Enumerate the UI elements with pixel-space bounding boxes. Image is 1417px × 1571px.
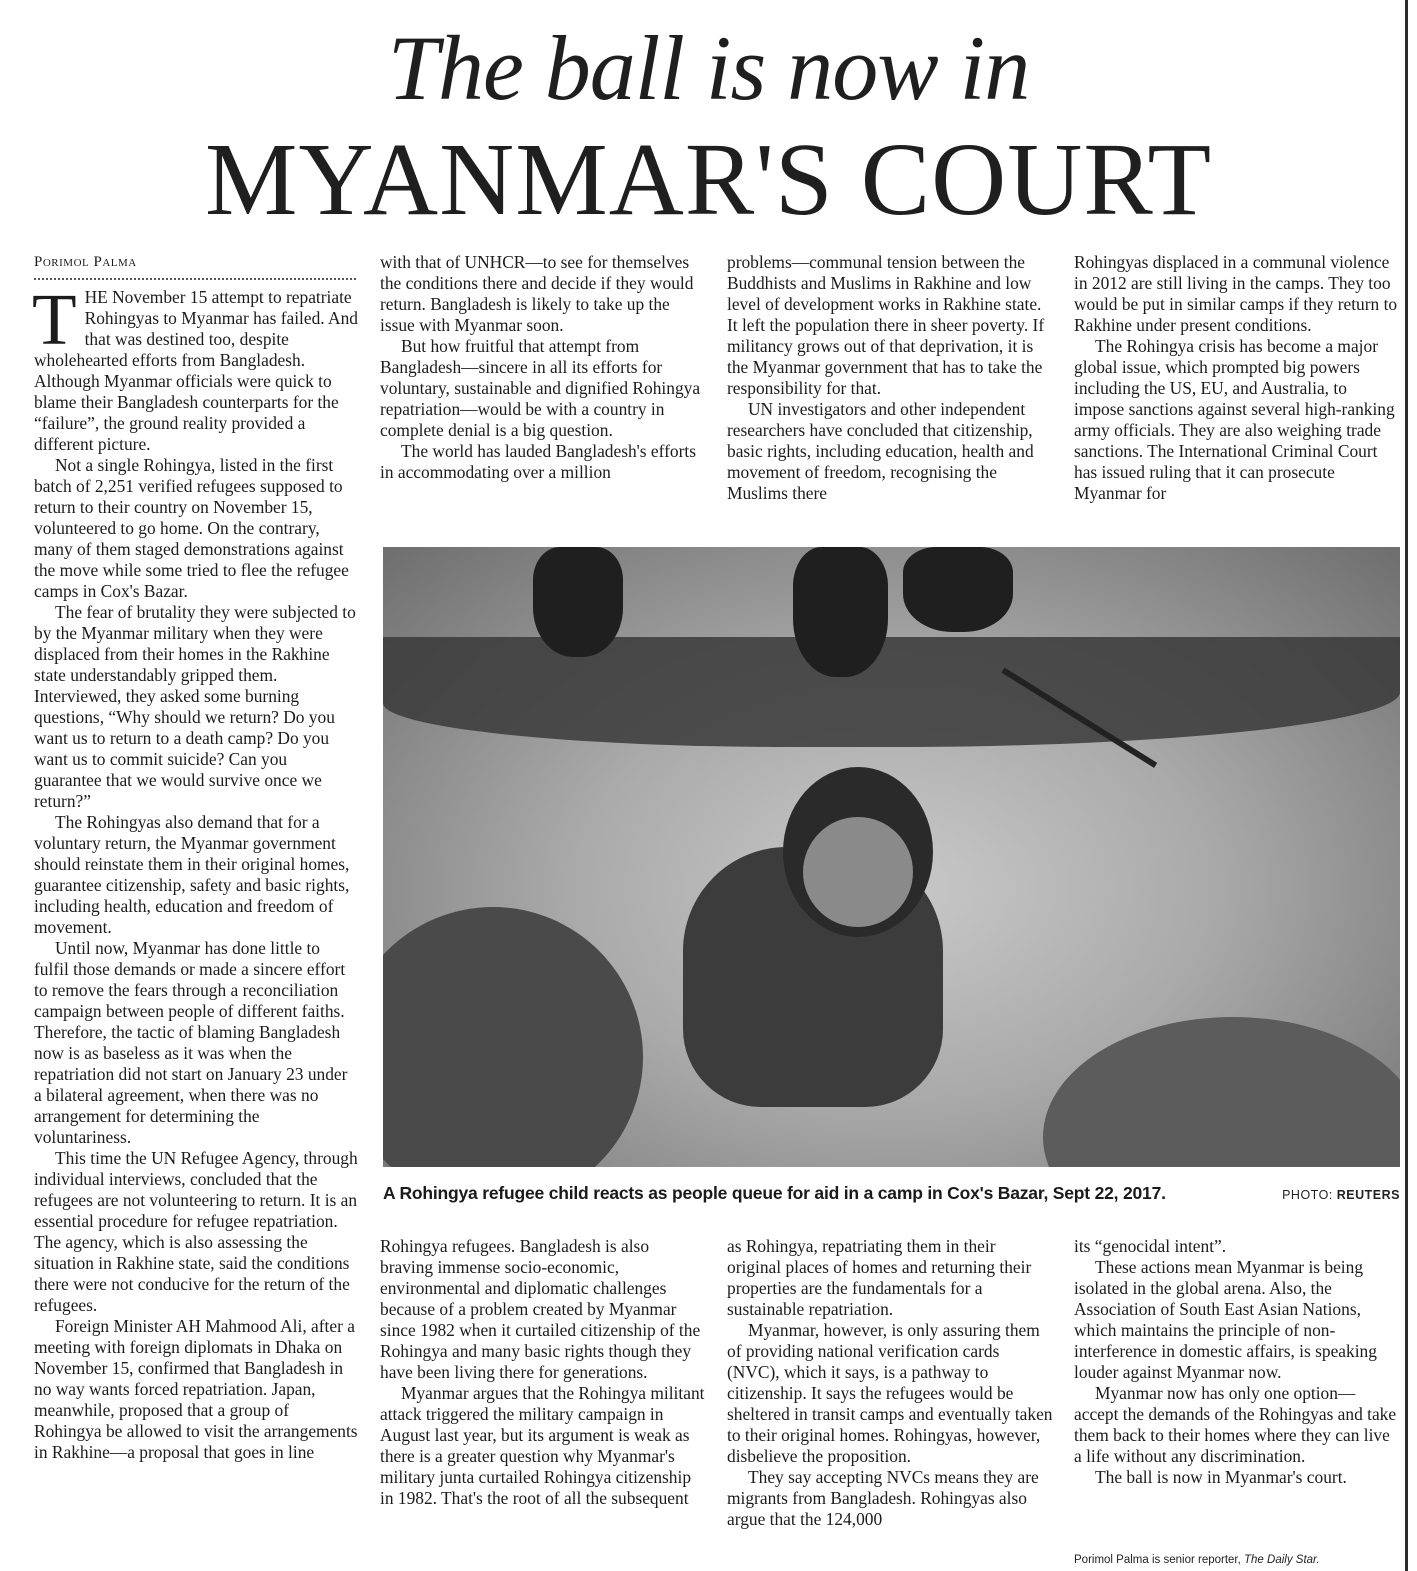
column-4-bottom — [1074, 1236, 1398, 1488]
column-3-bottom — [727, 1236, 1053, 1530]
paragraph: The ball is now in Myanmar's court. — [1095, 1467, 1347, 1487]
photo-boot — [903, 547, 1013, 632]
paragraph: These actions mean Myanmar is being isolated in the global arena. Also, the Association of South East Asian Nations, which maintains the principle of non-interference in domestic affairs, is speaking louder against Myanmar now. — [1074, 1257, 1377, 1382]
photo-figure-right — [1043, 1017, 1400, 1167]
column-2-top — [380, 252, 702, 483]
paragraph: Rohingyas displaced in a communal violence in 2012 are still living in the camps. They too would be put in similar camps if they return to Rakhine under present conditions. — [1074, 252, 1398, 335]
byline: Porimol Palma — [34, 254, 356, 280]
paragraph: Not a single Rohingya, listed in the first batch of 2,251 verified refugees supposed to return to their country on November 15, volunteered to go home. On the contrary, many of them staged demonstrations against the move while some tried to flee the refugee camps in Cox's Bazar. — [34, 455, 349, 601]
paragraph: Rohingya refugees. Bangladesh is also braving immense socio-economic, environmental and diplomatic challenges because of a problem created by Myanmar since 1982 when it curtailed citizenship of the Rohingya and many basic rights though they have been living there for generations. — [380, 1236, 701, 1382]
column-2-bottom — [380, 1236, 705, 1509]
news-photo — [383, 547, 1400, 1167]
paragraph: with that of UNHCR—to see for themselves the conditions there and decide if they would return. Bangladesh is likely to take up the issue with Myanmar soon. — [380, 252, 694, 335]
paragraph: Until now, Myanmar has done little to fulfil those demands or made a sincere effort to remove the fears through a reconciliation campaign between people of different faiths. Therefore, the tactic of blaming Bangladesh now is as baseless as it was when the repatriation did not start on January 23 under a bilateral agreement, when there was no arrangement for determining the voluntariness. — [34, 938, 348, 1147]
photo-caption: A Rohingya refugee child reacts as people queue for aid in a camp in Cox's Bazar, Sept 22, 2017. — [383, 1183, 1166, 1203]
photo-credit — [1230, 1188, 1400, 1202]
paragraph: The fear of brutality they were subjected to by the Myanmar military when they were displaced from their homes in the Rakhine state understandably gripped them. Interviewed, they asked some burning questions, “Why should we return? Do you want us to return to a death camp? Do you want us to commit suicide? Can you guarantee that we would survive once we return?” — [34, 602, 356, 811]
paragraph: But how fruitful that attempt from Bangladesh—sincere in all its efforts for voluntary, sustainable and dignified Rohingya repatriation—would be with a country in complete denial is a big question. — [380, 336, 701, 440]
photo-credit-source: REUTERS — [1336, 1188, 1400, 1202]
paragraph: The Rohingyas also demand that for a voluntary return, the Myanmar government should reinstate them in their original homes, guarantee citizenship, safety and basic rights, including health, education and freedom of movement. — [34, 812, 350, 937]
photo-figure-left — [383, 907, 643, 1167]
paragraph: This time the UN Refugee Agency, through individual interviews, concluded that the refugees are not volunteering to return. It is an essential procedure for refugee repatriation. The agency, which is also assessing the situation in Rakhine state, said the conditions there were not conducive for the return of the refugees. — [34, 1148, 358, 1315]
photo-boot — [533, 547, 623, 657]
author-footnote — [1074, 1554, 1404, 1566]
paragraph: its “genocidal intent”. — [1074, 1236, 1227, 1256]
column-1 — [32, 279, 358, 1463]
paragraph: They say accepting NVCs means they are migrants from Bangladesh. Rohingyas also argue that the 124,000 — [727, 1467, 1039, 1529]
photo-credit-label: PHOTO: — [1282, 1188, 1333, 1202]
paragraph: Myanmar argues that the Rohingya militant attack triggered the military campaign in August last year, but its argument is weak as there is a greater question why Myanmar's military junta curtailed Rohingya citizenship in 1982. That's the root of all the subsequent — [380, 1383, 705, 1508]
photo-boot — [793, 547, 888, 677]
paragraph: UN investigators and other independent researchers have concluded that citizenship, basic rights, including education, health and movement of freedom, recognising the Muslims there — [727, 399, 1034, 503]
paragraph: as Rohingya, repatriating them in their original places of homes and returning their properties are the fundamentals for a sustainable repatriation. — [727, 1236, 1032, 1319]
column-3-top — [727, 252, 1053, 504]
paragraph: Myanmar now has only one option—accept the demands of the Rohingyas and take them back to their homes where they can live a life without any discrimination. — [1074, 1383, 1397, 1466]
footnote-publication: The Daily Star. — [1244, 1554, 1320, 1566]
paragraph: The Rohingya crisis has become a major global issue, which prompted big powers including the US, EU, and Australia, to impose sanctions against several high-ranking army officials. They are also weighing trade sanctions. The International Criminal Court has issued ruling that it can prosecute Myanmar for — [1074, 336, 1395, 503]
paragraph: problems—communal tension between the Buddhists and Muslims in Rakhine and low level of development works in Rakhine state. It left the population there in sheer poverty. If militancy grows out of that deprivation, it is the Myanmar government that has to take the responsibility for that. — [727, 252, 1045, 398]
drop-cap: T — [32, 279, 77, 360]
paragraph: Myanmar, however, is only assuring them of providing national verification cards (NVC), which it says, is a pathway to citizenship. It says the refugees would be sheltered in transit camps and eventually taken to their original homes. Rohingyas, however, disbelieve the proposition. — [727, 1320, 1053, 1466]
page-edge-rule — [1405, 0, 1408, 1571]
paragraph: The world has lauded Bangladesh's efforts in accommodating over a million — [380, 441, 696, 482]
column-4-top — [1074, 252, 1398, 504]
headline-line-1: The ball is now in — [387, 17, 1030, 119]
paragraph: Foreign Minister AH Mahmood Ali, after a meeting with foreign diplomats in Dhaka on November 15, confirmed that Bangladesh in no way wants forced repatriation. Japan, meanwhile, proposed that a group of Rohingya be allowed to visit the arrangements in Rakhine—a proposal that goes in line — [34, 1316, 358, 1462]
headline-line-2: MYANMAR'S COURT — [204, 122, 1212, 237]
photo-child-face — [803, 817, 913, 927]
paragraph: HE November 15 attempt to repatriate Rohingyas to Myanmar has failed. And that was destined too, despite wholehearted efforts from Bangladesh. Although Myanmar officials were quick to blame their Bangladesh counterparts for the “failure”, the ground reality provided a different picture. — [34, 287, 358, 454]
photo-shadow — [383, 637, 1400, 747]
footnote-text: Porimol Palma is senior reporter, — [1074, 1554, 1241, 1566]
